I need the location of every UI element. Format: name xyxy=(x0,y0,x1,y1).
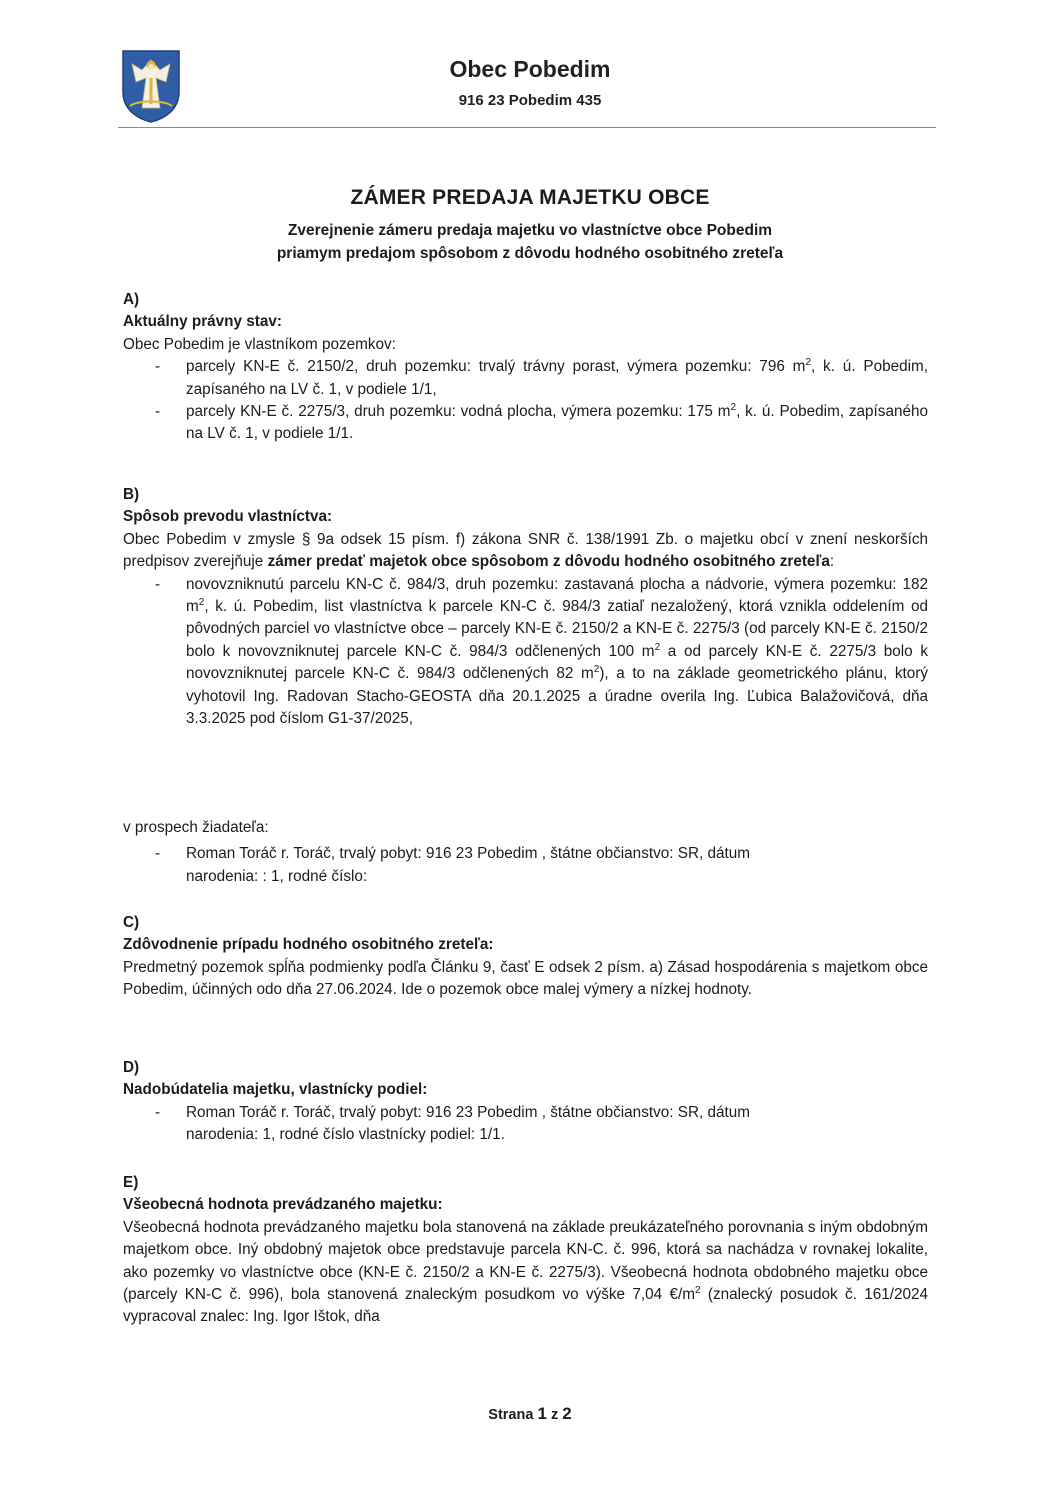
list-item: - novovzniknutú parcelu KN-C č. 984/3, druh pozemku: zastavaná plocha a nádvorie, výmera pozemku: 182 $m^2$, k. ú. Pobedim, list vlastníctva k parcele KN-C č. 984/3 zatiaľ nezaložený, ktorá vznikla oddelením od pôvodných parciel vo vlastníctve obce – parcely KN-E č. 2150/2 a KN-E č. 2275/3 (od parcely KN-E č. 2150/2 bolo k novovzniknutej parcele KN-C č. 984/3 odčlenených 100 $m^2$ a od parcely KN-E č. 2275/3 bolo k novovzniknutej parcele KN-C č. 984/3 odčlenených 82 $m^2$), a to na základe geometrického plánu, ktorý vyhotovil Ing. Radovan Stacho-GEOSTA dňa 20.1.2025 a úradne overila Ing. Ľubica Balažovičová, dňa 3.3.2025 pod číslom G1-37/2025, xyxy=(155,575,928,728)
document-subtitle xyxy=(0,219,1060,265)
paragraph-text: (znalecký posudok č. 161/2024 vypracoval znalec: Ing. Igor Ištok, dňa xyxy=(123,1286,928,1326)
list-item-text: , k. ú. Pobedim, zapísaného na LV č. 1, v podiele 1/1, xyxy=(186,358,928,398)
list-item xyxy=(123,866,928,888)
superscript: 2 xyxy=(805,357,811,369)
org-name: Obec Pobedim xyxy=(449,56,611,82)
list-item-text: parcely KN-E č. 2275/3, druh pozemku: vodná plocha, výmera pozemku: 175 m xyxy=(186,403,731,421)
list-item: - parcely KN-E č. 2275/3, druh pozemku: vodná plocha, výmera pozemku: 175 $m^2$, k. ú. Pobedim, zapísaného na LV č. 1, v podiele 1/1. xyxy=(155,401,928,443)
list-item-text: , k. ú. Pobedim, zapísaného na LV č. 1, v podiele 1/1. xyxy=(186,403,928,443)
paragraph-text: Všeobecná hodnota prevádzaného majetku bola stanovená na základe preukázateľného porovnania s iným obdobným majetkom obce. Iný obdobný majetok obce predstavuje parcela KN-C. č. 996, ktorá sa nachádza v rovnakej lokalite, ako pozemky vo vlastníctve obce (KN-E č. 2150/2 a KN-E č. 2275/3). Všeobecná hodnota obdobného majetku obce (parcely KN-C č. 996), bola stanovená znaleckým posudkom vo výške 7,04 €/m xyxy=(123,1218,928,1304)
acquirer-line-1: Roman Toráč r. Toráč, trvalý pobyt: 916 23 Pobedim , štátne občianstvo: SR, dátum xyxy=(186,1103,751,1121)
section-d-list xyxy=(123,1102,928,1147)
list-item: - parcely KN-E č. 2150/2, druh pozemku: trvalý trávny porast, výmera pozemku: 796 $m^2$, k. ú. Pobedim, zapísaného na LV č. 1, v podiele 1/1, xyxy=(155,357,928,398)
section-e-letter: E) xyxy=(123,1174,139,1191)
section-a xyxy=(123,289,928,446)
section-b-heading: Spôsob prevodu vlastníctva: xyxy=(123,508,333,526)
list-item: - Roman Toráč r. Toráč, trvalý pobyt: 916 23 Pobedim , štátne občianstvo: SR, dátum xyxy=(155,845,751,863)
list-item-text: novovzniknutú parcelu KN-C č. 984/3, druh pozemku: zastavaná plocha a nádvorie, výmera pozemku: 182 m xyxy=(186,575,928,616)
org-address: 916 23 Pobedim 435 xyxy=(458,92,602,109)
page-total: 2 xyxy=(562,1404,572,1423)
section-c-letter: C) xyxy=(123,914,140,931)
applicant-block xyxy=(123,817,928,888)
applicant-list xyxy=(123,843,928,888)
section-d-letter: D) xyxy=(123,1059,140,1076)
applicant-intro: v prospech žiadateľa: xyxy=(123,819,269,836)
page-number: 1 xyxy=(537,1404,547,1423)
list-item-text: ), a to na základe geometrického plánu, ktorý vyhotovil Ing. Radovan Stacho-GEOSTA dňa 20.1.2025 a úradne overila Ing. Ľubica Balažovičová, dňa 3.3.2025 pod číslom G1-37/2025, xyxy=(186,665,928,728)
superscript: 2 xyxy=(654,641,661,653)
section-a-heading: Aktuálny právny stav: xyxy=(123,313,282,331)
section-c-heading: Zdôvodnenie prípadu hodného osobitného zreteľa: xyxy=(123,936,494,954)
section-b-letter: B) xyxy=(123,486,140,503)
section-d xyxy=(123,1057,928,1147)
acquirer-line-2: narodenia: 1, rodné číslo vlastnícky podiel: 1/1. xyxy=(186,1126,505,1144)
document-title: ZÁMER PREDAJA MAJETKU OBCE xyxy=(350,186,710,209)
section-e-text xyxy=(123,1217,928,1329)
section-d-heading: Nadobúdatelia majetku, vlastnícky podiel: xyxy=(123,1081,428,1099)
list-item-text: , k. ú. Pobedim, list vlastníctva k parcele KN-C č. 984/3 zatiaľ nezaložený, ktorá vznikla oddelením od pôvodných parciel vo vlastníctve obce – parcely KN-E č. 2150/2 a KN-E č. 2275/3 (od parcely KN-E č. 2150/2 bolo k novovzniknutej parcele KN-C č. 984/3 odčlenených 100 m xyxy=(186,598,928,660)
list-item-text: parcely KN-E č. 2150/2, druh pozemku: trvalý trávny porast, výmera pozemku: 796 m xyxy=(186,358,806,376)
superscript: 2 xyxy=(695,1284,701,1296)
section-c xyxy=(123,912,928,1002)
section-a-list xyxy=(123,356,928,446)
header-divider xyxy=(118,127,936,128)
applicant-line-2: narodenia: : 1, rodné číslo: xyxy=(186,867,368,885)
section-a-letter: A) xyxy=(123,291,140,308)
section-a-intro: Obec Pobedim je vlastníkom pozemkov: xyxy=(123,335,396,353)
page-label: Strana xyxy=(488,1407,538,1423)
paragraph-text: Obec Pobedim v zmysle § 9a odsek 15 písm. f) zákona SNR č. 138/1991 Zb. o majetku obcí v znení neskorších predpisov zverejňuje xyxy=(123,530,928,571)
superscript: 2 xyxy=(730,401,737,413)
section-c-text: Predmetný pozemok spĺňa podmienky podľa Článku 9, časť E odsek 2 písm. a) Zásad hospodárenia s majetkom obce Pobedim, účinných odo dňa 27.06.2024. Ide o pozemok obce malej výmery a nízkej hodnoty. xyxy=(123,958,928,999)
list-item: - Roman Toráč r. Toráč, trvalý pobyt: 916 23 Pobedim , štátne občianstvo: SR, dátum xyxy=(155,1103,751,1121)
section-b-list xyxy=(123,574,928,731)
section-b-paragraph xyxy=(123,529,928,574)
superscript: 2 xyxy=(593,664,600,676)
section-b xyxy=(123,484,928,730)
page-of: z xyxy=(546,1407,563,1423)
paragraph-text: : xyxy=(829,553,835,571)
list-item-text: a od parcely KN-E č. 2275/3 bolo k novovzniknutej parcele KN-C č. 984/3 odčlenených 82 m xyxy=(186,642,928,683)
paragraph-emphasis: zámer predať majetok obce spôsobom z dôvodu hodného osobitného zreteľa xyxy=(267,553,830,571)
subtitle-line-2: priamym predajom spôsobom z dôvodu hodného osobitného zreteľa xyxy=(276,245,784,262)
section-e xyxy=(123,1172,928,1329)
superscript: 2 xyxy=(198,596,205,608)
applicant-line-1: Roman Toráč r. Toráč, trvalý pobyt: 916 23 Pobedim , štátne občianstvo: SR, dátum xyxy=(186,845,751,863)
list-item xyxy=(123,1124,928,1146)
page-footer xyxy=(0,1404,1060,1424)
section-e-heading: Všeobecná hodnota prevádzaného majetku: xyxy=(123,1196,443,1214)
subtitle-line-1: Zverejnenie zámeru predaja majetku vo vlastníctve obce Pobedim xyxy=(287,222,773,239)
